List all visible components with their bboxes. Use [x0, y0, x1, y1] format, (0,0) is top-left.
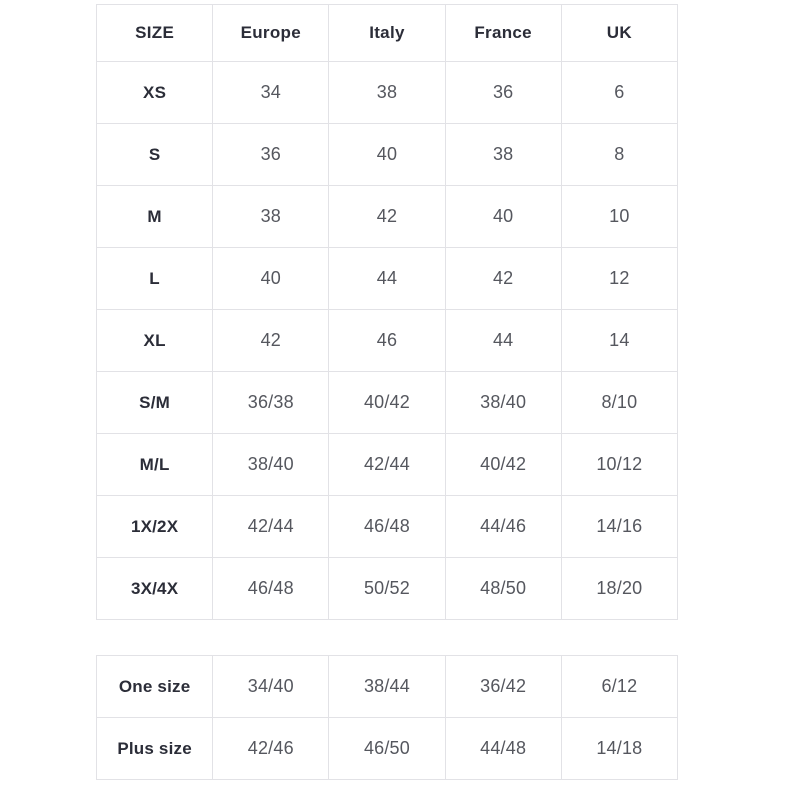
header-row	[97, 5, 678, 62]
size-value: 40/42	[445, 434, 561, 496]
size-value: 48/50	[445, 558, 561, 620]
size-value: 46/48	[329, 496, 445, 558]
row-label: S	[97, 124, 213, 186]
row-label: 3X/4X	[97, 558, 213, 620]
table-row	[97, 248, 678, 310]
size-value: 36	[445, 62, 561, 124]
size-value: 42	[213, 310, 329, 372]
size-value: 14/16	[561, 496, 677, 558]
size-value: 38/40	[213, 434, 329, 496]
column-header-italy: Italy	[329, 5, 445, 62]
special-sizes-table	[96, 655, 678, 780]
size-value: 38/40	[445, 372, 561, 434]
size-conversion-table	[96, 4, 678, 620]
size-value: 50/52	[329, 558, 445, 620]
table-row	[97, 310, 678, 372]
table-row	[97, 372, 678, 434]
size-value: 14/18	[561, 718, 677, 780]
size-value: 42/44	[329, 434, 445, 496]
row-label: 1X/2X	[97, 496, 213, 558]
column-header-size: SIZE	[97, 5, 213, 62]
table-row	[97, 186, 678, 248]
size-value: 46	[329, 310, 445, 372]
size-value: 44/48	[445, 718, 561, 780]
row-label: One size	[97, 656, 213, 718]
size-value: 38	[213, 186, 329, 248]
size-value: 42/44	[213, 496, 329, 558]
size-value: 38	[445, 124, 561, 186]
size-value: 36/42	[445, 656, 561, 718]
size-value: 40	[329, 124, 445, 186]
table-row	[97, 496, 678, 558]
size-value: 46/50	[329, 718, 445, 780]
table-row	[97, 434, 678, 496]
size-value: 42	[329, 186, 445, 248]
row-label: M/L	[97, 434, 213, 496]
row-label: XS	[97, 62, 213, 124]
table-row	[97, 656, 678, 718]
size-value: 44	[445, 310, 561, 372]
size-value: 46/48	[213, 558, 329, 620]
size-value: 6/12	[561, 656, 677, 718]
row-label: XL	[97, 310, 213, 372]
size-value: 8/10	[561, 372, 677, 434]
size-value: 38	[329, 62, 445, 124]
size-value: 38/44	[329, 656, 445, 718]
size-value: 44	[329, 248, 445, 310]
column-header-europe: Europe	[213, 5, 329, 62]
size-value: 10/12	[561, 434, 677, 496]
row-label: L	[97, 248, 213, 310]
size-value: 36/38	[213, 372, 329, 434]
size-value: 40/42	[329, 372, 445, 434]
size-value: 18/20	[561, 558, 677, 620]
row-label: M	[97, 186, 213, 248]
table-row	[97, 718, 678, 780]
column-header-uk: UK	[561, 5, 677, 62]
size-value: 42	[445, 248, 561, 310]
size-value: 42/46	[213, 718, 329, 780]
size-value: 44/46	[445, 496, 561, 558]
table-row	[97, 124, 678, 186]
size-value: 40	[445, 186, 561, 248]
size-value: 40	[213, 248, 329, 310]
column-header-france: France	[445, 5, 561, 62]
size-value: 8	[561, 124, 677, 186]
size-value: 10	[561, 186, 677, 248]
row-label: S/M	[97, 372, 213, 434]
size-value: 14	[561, 310, 677, 372]
table-row	[97, 558, 678, 620]
size-value: 36	[213, 124, 329, 186]
size-value: 12	[561, 248, 677, 310]
row-label: Plus size	[97, 718, 213, 780]
size-value: 34	[213, 62, 329, 124]
size-value: 34/40	[213, 656, 329, 718]
table-row	[97, 62, 678, 124]
size-value: 6	[561, 62, 677, 124]
